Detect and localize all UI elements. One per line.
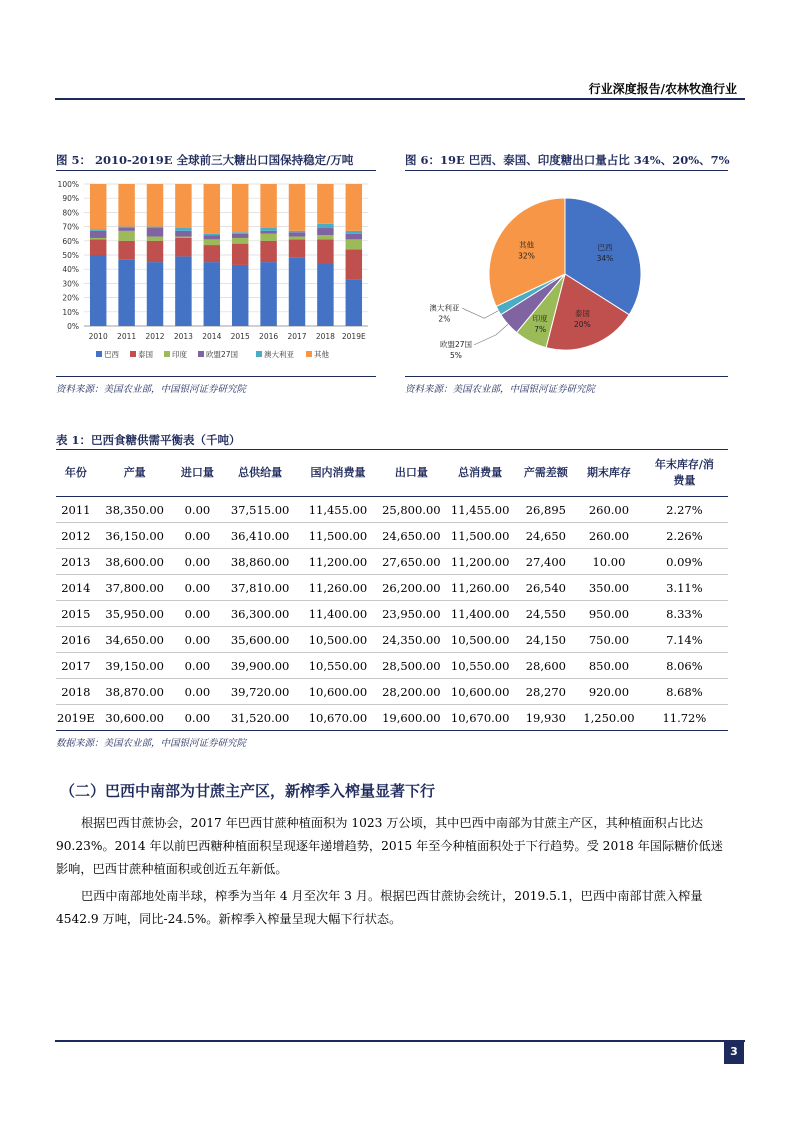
- table-row: [56, 705, 728, 731]
- table-cell: 7.14%: [641, 627, 728, 653]
- table-cell: 8.06%: [641, 653, 728, 679]
- slice-value: 20%: [574, 319, 591, 329]
- legend-label: 泰国: [138, 350, 153, 359]
- table-cell: 35,600.00: [221, 627, 299, 653]
- bar-segment: [346, 231, 362, 234]
- table-cell: 850.00: [577, 653, 641, 679]
- figure5-source: 资料来源：美国农业部，中国银河证券研究院: [56, 384, 247, 395]
- table-cell: 8.33%: [641, 601, 728, 627]
- table-cell: 38,860.00: [221, 549, 299, 575]
- table-cell: 10,670.00: [299, 705, 377, 731]
- table-cell: 19,930: [515, 705, 578, 731]
- slice-name: 泰国: [574, 308, 590, 318]
- bar-segment: [204, 239, 220, 245]
- table-cell: 11,260.00: [446, 575, 515, 601]
- bar-segment: [346, 239, 362, 249]
- bar-segment: [289, 237, 305, 240]
- x-tick-label: 2011: [117, 332, 137, 341]
- table-cell: 2.27%: [641, 497, 728, 523]
- x-tick-label: 2014: [202, 332, 222, 341]
- table-cell: 2011: [56, 497, 96, 523]
- bar-segment: [147, 228, 163, 237]
- table-cell: 34,650.00: [96, 627, 174, 653]
- table-cell: 26,895: [515, 497, 578, 523]
- table-cell: 24,650: [515, 523, 578, 549]
- table-cell: 11,500.00: [446, 523, 515, 549]
- table-cell: 23,950.00: [377, 601, 446, 627]
- bar-segment: [232, 244, 248, 265]
- table-cell: 11.72%: [641, 705, 728, 731]
- x-tick-label: 2017: [287, 332, 307, 341]
- table-cell: 2016: [56, 627, 96, 653]
- bar-segment: [204, 234, 220, 235]
- bar-segment: [147, 227, 163, 228]
- table-cell: 0.00: [174, 575, 222, 601]
- col-header: 进口量: [174, 450, 222, 497]
- table-cell: 260.00: [577, 523, 641, 549]
- bar-segment: [175, 184, 191, 228]
- bar-segment: [289, 232, 305, 236]
- y-tick-label: 100%: [57, 180, 79, 189]
- bar-segment: [90, 255, 106, 326]
- slice-name: 其他: [518, 240, 534, 250]
- y-tick-label: 20%: [62, 293, 79, 303]
- bar-segment: [317, 224, 333, 228]
- table1-source: 数据来源：美国农业部，中国银河证券研究院: [56, 738, 247, 749]
- col-header: 出口量: [377, 450, 446, 497]
- bar-segment: [232, 265, 248, 326]
- table-cell: 2017: [56, 653, 96, 679]
- table-cell: 30,600.00: [96, 705, 174, 731]
- bar-segment: [90, 238, 106, 239]
- bar-segment: [317, 239, 333, 263]
- table-cell: 24,150: [515, 627, 578, 653]
- figure5-title: 图 5： 2010-2019E 全球前三大糖出口国保持稳定/万吨: [56, 153, 354, 167]
- bar-segment: [175, 256, 191, 326]
- y-tick-label: 70%: [62, 222, 79, 232]
- bar-segment: [118, 259, 134, 326]
- x-tick-label: 2012: [145, 332, 165, 341]
- bar-segment: [260, 231, 276, 234]
- table-cell: 11,400.00: [299, 601, 377, 627]
- legend-swatch: [306, 351, 312, 357]
- bar-segment: [346, 279, 362, 326]
- table-cell: 0.00: [174, 679, 222, 705]
- table-cell: 0.00: [174, 627, 222, 653]
- y-tick-label: 50%: [62, 251, 79, 260]
- table-cell: 11,500.00: [299, 523, 377, 549]
- bar-segment: [118, 228, 134, 231]
- table-cell: 0.09%: [641, 549, 728, 575]
- table-cell: 2018: [56, 679, 96, 705]
- bar-segment: [118, 241, 134, 259]
- table-cell: 11,455.00: [299, 497, 377, 523]
- bar-segment: [118, 227, 134, 228]
- bar-segment: [317, 264, 333, 326]
- table-cell: 26,200.00: [377, 575, 446, 601]
- bar-segment: [260, 262, 276, 326]
- bar-segment: [204, 235, 220, 239]
- bar-segment: [147, 237, 163, 241]
- table-cell: 0.00: [174, 549, 222, 575]
- bar-segment: [90, 231, 106, 238]
- table-cell: 37,515.00: [221, 497, 299, 523]
- table-header-row: [56, 450, 728, 497]
- table-cell: 11,455.00: [446, 497, 515, 523]
- bar-segment: [147, 241, 163, 262]
- x-tick-label: 2013: [173, 332, 193, 341]
- table-cell: 31,520.00: [221, 705, 299, 731]
- pie-chart: [405, 176, 728, 372]
- table-cell: 350.00: [577, 575, 641, 601]
- slice-name: 巴西: [597, 243, 613, 253]
- table-cell: 10,500.00: [299, 627, 377, 653]
- table-cell: 28,500.00: [377, 653, 446, 679]
- table-cell: 0.00: [174, 705, 222, 731]
- bar-segment: [346, 249, 362, 279]
- bar-segment: [118, 231, 134, 241]
- table-cell: 750.00: [577, 627, 641, 653]
- bar-segment: [232, 232, 248, 233]
- figure5-rule: [56, 170, 376, 171]
- table-row: [56, 653, 728, 679]
- table-cell: 11,400.00: [446, 601, 515, 627]
- bar-segment: [289, 184, 305, 231]
- col-header: 产量: [96, 450, 174, 497]
- bar-segment: [232, 234, 248, 238]
- stacked-bar-chart: [56, 176, 376, 372]
- y-tick-label: 40%: [62, 265, 79, 275]
- header-rule: [55, 98, 745, 100]
- table-cell: 10,550.00: [299, 653, 377, 679]
- bar-segment: [260, 228, 276, 231]
- bar-segment: [118, 184, 134, 227]
- bar-segment: [204, 184, 220, 234]
- table-cell: 37,810.00: [221, 575, 299, 601]
- table-cell: 11,200.00: [446, 549, 515, 575]
- table-cell: 8.68%: [641, 679, 728, 705]
- col-header: 总消费量: [446, 450, 515, 497]
- table-cell: 2015: [56, 601, 96, 627]
- legend-label: 印度: [172, 350, 187, 359]
- table-row: [56, 523, 728, 549]
- bar-segment: [260, 234, 276, 241]
- bar-segment: [317, 184, 333, 224]
- slice-name: 印度: [532, 313, 548, 323]
- table-cell: 38,870.00: [96, 679, 174, 705]
- table-cell: 0.00: [174, 497, 222, 523]
- table-cell: 260.00: [577, 497, 641, 523]
- table-cell: 2012: [56, 523, 96, 549]
- table-cell: 1,250.00: [577, 705, 641, 731]
- y-tick-label: 90%: [62, 194, 79, 204]
- slice-value: 34%: [596, 254, 614, 264]
- table-cell: 0.00: [174, 653, 222, 679]
- table-cell: 36,150.00: [96, 523, 174, 549]
- slice-value: 2%: [438, 314, 451, 324]
- bar-segment: [289, 231, 305, 232]
- bar-segment: [260, 241, 276, 262]
- bar-segment: [317, 228, 333, 235]
- footer-rule: [55, 1040, 745, 1042]
- bar-segment: [232, 184, 248, 232]
- slice-value: 5%: [450, 350, 462, 360]
- table-cell: 39,150.00: [96, 653, 174, 679]
- y-tick-label: 30%: [62, 279, 79, 289]
- x-tick-label: 2016: [259, 332, 279, 341]
- table-cell: 39,900.00: [221, 653, 299, 679]
- table-cell: 35,950.00: [96, 601, 174, 627]
- slice-value: 32%: [518, 251, 535, 261]
- legend-label: 澳大利亚: [264, 350, 294, 359]
- figure6-title: 图 6：19E 巴西、泰国、印度糖出口量占比 34%、20%、7%: [405, 153, 730, 167]
- table-cell: 950.00: [577, 601, 641, 627]
- bar-segment: [346, 234, 362, 240]
- col-header: 期末库存: [577, 450, 641, 497]
- bar-segment: [346, 184, 362, 231]
- table-cell: 36,410.00: [221, 523, 299, 549]
- table-cell: 36,300.00: [221, 601, 299, 627]
- legend-label: 巴西: [104, 350, 119, 359]
- bar-segment: [317, 235, 333, 239]
- table-cell: 25,800.00: [377, 497, 446, 523]
- table-row: [56, 497, 728, 523]
- table-cell: 10,550.00: [446, 653, 515, 679]
- table-row: [56, 601, 728, 627]
- y-tick-label: 60%: [62, 236, 79, 246]
- paragraph-1: 根据巴西甘蔗协会，2017 年巴西甘蔗种植面积为 1023 万公顷，其中巴西中南部为甘蔗主产区，其种植面积占比达 90.23%。2014 年以前巴西糖种植面积呈现逐年递增趋势，2015 年至今种植面积处于下行趋势。受 2018 年国际糖价低迷影响，巴西甘蔗种植面积或创近五年新低。: [56, 816, 723, 876]
- header-title: 行业深度报告/农林牧渔行业: [588, 82, 737, 96]
- legend-swatch: [96, 351, 102, 357]
- table-cell: 10.00: [577, 549, 641, 575]
- table-cell: 24,350.00: [377, 627, 446, 653]
- bar-segment: [232, 238, 248, 244]
- table-cell: 24,550: [515, 601, 578, 627]
- table-cell: 11,260.00: [299, 575, 377, 601]
- table-cell: 38,600.00: [96, 549, 174, 575]
- table-cell: 27,400: [515, 549, 578, 575]
- paragraph-2: 巴西中南部地处南半球，榨季为当年 4 月至次年 3 月。根据巴西甘蔗协会统计，2019.5.1，巴西中南部甘蔗入榨量 4542.9 万吨，同比-24.5%。新榨季入榨量呈现大幅下行状态。: [56, 889, 703, 926]
- col-header: 总供给量: [221, 450, 299, 497]
- bar-segment: [147, 184, 163, 227]
- table-cell: 0.00: [174, 523, 222, 549]
- bar-segment: [204, 245, 220, 262]
- table-cell: 28,200.00: [377, 679, 446, 705]
- table-cell: 920.00: [577, 679, 641, 705]
- leader-line: [462, 308, 498, 318]
- figure6-source-rule: [405, 376, 728, 377]
- legend-swatch: [130, 351, 136, 357]
- bar-segment: [260, 184, 276, 228]
- col-header: 产需差额: [515, 450, 578, 497]
- table-body: [56, 497, 728, 731]
- table-cell: 2019E: [56, 705, 96, 731]
- table-row: [56, 679, 728, 705]
- table-cell: 10,500.00: [446, 627, 515, 653]
- x-tick-label: 2018: [315, 332, 335, 341]
- col-header: 国内消费量: [299, 450, 377, 497]
- table-cell: 10,600.00: [446, 679, 515, 705]
- y-tick-label: 0%: [67, 322, 79, 331]
- table-cell: 28,600: [515, 653, 578, 679]
- table-cell: 11,200.00: [299, 549, 377, 575]
- table-row: [56, 627, 728, 653]
- leader-line: [474, 324, 508, 345]
- bar-segment: [289, 258, 305, 326]
- bar-segment: [175, 231, 191, 237]
- table-cell: 26,540: [515, 575, 578, 601]
- table-cell: 19,600.00: [377, 705, 446, 731]
- table-cell: 0.00: [174, 601, 222, 627]
- bar-segment: [175, 237, 191, 238]
- y-tick-label: 80%: [62, 208, 79, 218]
- bar-segment: [175, 238, 191, 256]
- table-row: [56, 575, 728, 601]
- table-cell: 2013: [56, 549, 96, 575]
- y-tick-label: 10%: [62, 307, 79, 317]
- col-header: 年末库存/消费量: [641, 450, 728, 497]
- table-cell: 24,650.00: [377, 523, 446, 549]
- x-tick-label: 2015: [230, 332, 250, 341]
- figure6-rule: [405, 170, 728, 171]
- table-cell: 2.26%: [641, 523, 728, 549]
- section-title: （二）巴西中南部为甘蔗主产区，新榨季入榨量显著下行: [60, 782, 436, 800]
- figure6-source: 资料来源：美国农业部，中国银河证券研究院: [405, 384, 596, 395]
- bar-segment: [204, 262, 220, 326]
- slice-value: 7%: [534, 324, 547, 334]
- bar-segment: [90, 229, 106, 230]
- table-cell: 2014: [56, 575, 96, 601]
- legend-swatch: [164, 351, 170, 357]
- table-cell: 38,350.00: [96, 497, 174, 523]
- bar-segment: [147, 262, 163, 326]
- bar-segment: [90, 184, 106, 229]
- table-cell: 10,670.00: [446, 705, 515, 731]
- figure5-source-rule: [56, 376, 376, 377]
- legend-label: 其他: [314, 350, 329, 359]
- col-header: 年份: [56, 450, 96, 497]
- table1-title: 表 1：巴西食糖供需平衡表（千吨）: [56, 433, 241, 447]
- table-cell: 3.11%: [641, 575, 728, 601]
- legend-swatch: [198, 351, 204, 357]
- legend-label: 欧盟27国: [206, 350, 239, 359]
- slice-name: 欧盟27国: [439, 339, 473, 349]
- supply-demand-table: [56, 449, 728, 731]
- page-number: 3: [724, 1040, 744, 1064]
- x-tick-label: 2019E: [341, 332, 366, 341]
- table-cell: 10,600.00: [299, 679, 377, 705]
- bar-segment: [289, 239, 305, 257]
- table-cell: 28,270: [515, 679, 578, 705]
- table-cell: 27,650.00: [377, 549, 446, 575]
- bar-segment: [90, 239, 106, 255]
- x-tick-label: 2010: [88, 332, 108, 341]
- legend-swatch: [256, 351, 262, 357]
- slice-name: 澳大利亚: [429, 303, 460, 313]
- bar-segment: [175, 228, 191, 231]
- table-cell: 39,720.00: [221, 679, 299, 705]
- table-row: [56, 549, 728, 575]
- table-cell: 37,800.00: [96, 575, 174, 601]
